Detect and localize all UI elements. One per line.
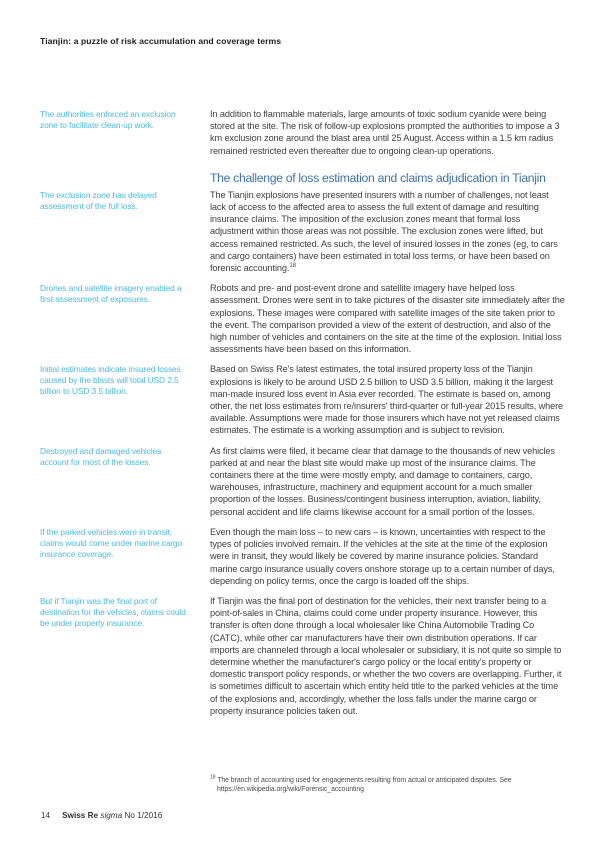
paragraph-text: The Tianjin explosions have presented insurers with a number of challenges, not least lack of access to the affected area to assess the full extent of damage and resulting insurance claims. The imposition of the exclusion zones meant that formal loss adjustment within those areas was not possible. The exclusion zones were lifted, but access remained restricted. As such, the level of insured losses in the zones (eg, to cars and cargo containers) have been estimated in total loss terms, or have been based on forensic accounting. <box>210 189 558 274</box>
section-row <box>40 595 566 725</box>
body-paragraph: Even though the main loss – to new cars – is known, uncertainties with respect to the types of policies involved remain. If the vehicles at the site at the time of the explosion were in transit, they would likely be covered by marine insurance policies. Standard marine cargo insurance usually covers onshore storage up to a certain number of days, depending on policy terms, once the cargo is loaded off the ships. <box>210 526 555 586</box>
section-row <box>40 363 566 444</box>
brand-name: Swiss Re <box>62 811 99 820</box>
margin-note-empty <box>40 165 210 166</box>
body-paragraph: If Tianjin was the final port of destination for the vehicles, their next transfer being to a point-of-sales in China, claims could come under property insurance. However, this transfer is often done through a local wholesaler like China Automobile Trading Co (CATC), while other car manufacturers have their own distribution operations. If car imports are channeled through a local wholesaler or subsidiary, it is not quite so simple to determine whether the manufacturer's cargo policy or the local entity's property or domestic transport policy responds, or whether the two covers are overlapping. Further, it is sometimes difficult to ascertain which entity held title to the parked vehicles at the time of the explosions and, accordingly, whether the loss falls under the marine cargo or property insurance policies taken out. <box>210 595 562 716</box>
body-paragraph <box>210 189 566 274</box>
body-paragraph: As first claims were filed, it became clear that damage to the thousands of new vehicles parked at and near the blast site would make up most of the insurance claims. The containers there at the time were mostly empty, and damage to containers, cargo, warehouses, infrastructure, machinery and equipment account for a much smaller proportion of the losses. Business/contingent business interruption, aviation, liability, personal accident and life claims likewise account for a small portion of the losses. <box>210 445 555 517</box>
footnote-reference: 18 <box>289 262 297 269</box>
issue-number: No 1/2016 <box>124 811 163 820</box>
footnote-url: https://en.wikipedia.org/wiki/Forensic_accounting <box>217 786 364 794</box>
page-content <box>40 108 566 725</box>
margin-note: The exclusion zone has delayed assessment of the full loss. <box>40 189 157 211</box>
running-head-title: Tianjin: a puzzle of risk accumulation and coverage terms <box>40 36 282 46</box>
body-paragraph: In addition to flammable materials, large amounts of toxic sodium cyanide were being stored at the site. The risk of follow-up explosions prompted the authorities to impose a 3 km exclusion zone around the blast area until 25 August. Access within a 1.5 km radius remained restricted even thereafter due to ongoing clean-up operations. <box>210 109 560 156</box>
page-number: 14 <box>41 811 51 820</box>
body-paragraph: Robots and pre- and post-event drone and satellite imagery have helped loss assessment. Drones were sent in to take pictures of the disaster site immediately after the explosions. These images were compared with satellite images of the site taken prior to the event. The comparison provided a view of the extent of destruction, and also of the high number of vehicles and containers on the site at the time of the explosion. Initial loss assessments have been based on this information. <box>210 283 565 355</box>
footnote-text: The branch of accounting used for engagements resulting from actual or anticipated disputes. See <box>217 777 512 785</box>
body-paragraph: Based on Swiss Re's latest estimates, the total insured property loss of the Tianjin explosions is likely to be around USD 2.5 billion to USD 3.5 billion, making it the largest man-made insured loss event in Asia ever recorded. The estimate is based on, among other, the net loss estimates from re/insurers' third-quarter or full-year 2015 results, where available. Assumptions were made for those insurers which have not yet released claims estimates. The estimate is a working assumption and is subject to revision. <box>210 364 564 436</box>
margin-note: Drones and satellite imagery enabled a first assessment of exposures. <box>40 283 182 305</box>
journal-name: sigma <box>100 811 123 820</box>
footnote <box>210 774 570 794</box>
margin-note: Destroyed and damaged vehicles account for most of the losses. <box>40 445 162 467</box>
section-row <box>40 526 566 595</box>
page-footer <box>41 811 162 820</box>
margin-note: Initial estimates indicate insured losses caused by the blasts will total USD 2.5 billion to USD 3.5 billion. <box>40 364 181 397</box>
section-row <box>40 282 566 363</box>
section-row <box>40 108 566 165</box>
margin-note: But if Tianjin was the final port of destination for the vehicles, claims could be under property insurance. <box>40 595 186 628</box>
section-row <box>40 189 566 282</box>
margin-note: If the parked vehicles were in transit, claims would come under marine cargo insurance coverage. <box>40 526 183 559</box>
section-heading: The challenge of loss estimation and claims adjudication in Tianjin <box>210 170 546 185</box>
margin-note: The authorities enforced an exclusion zone to facilitate clean-up work. <box>40 109 176 130</box>
section-row <box>40 165 566 189</box>
footnote-marker: 18 <box>210 775 216 781</box>
footnote-body <box>210 777 512 784</box>
section-row <box>40 445 566 526</box>
